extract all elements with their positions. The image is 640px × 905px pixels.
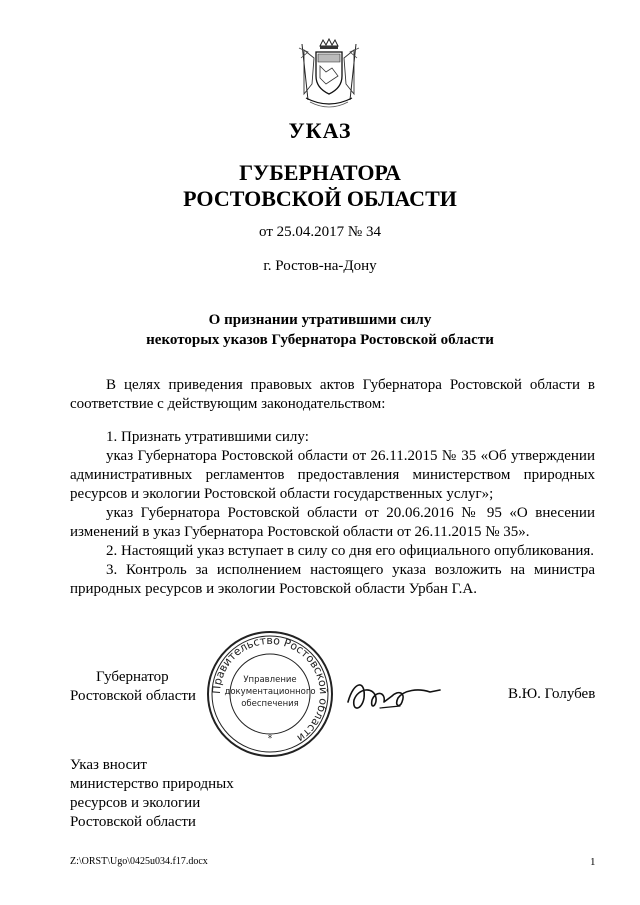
stamp-center-line-1: Управление [243, 675, 297, 685]
authority-line-1: ГУБЕРНАТОРА [239, 160, 401, 185]
coat-of-arms-emblem [296, 38, 362, 112]
signatory-position-line-2: Ростовской области [70, 688, 196, 704]
document-type-title: УКАЗ [288, 118, 352, 143]
subject-line-2: некоторых указов Губернатора Ростовской области [146, 332, 494, 348]
authority-line-2: РОСТОВСКОЙ ОБЛАСТИ [183, 186, 457, 211]
issuing-authority [0, 160, 640, 212]
submitted-by-line-1: Указ вносит [70, 757, 147, 773]
submitted-by-line-2: министерство природных [70, 776, 234, 792]
signatory-position [70, 668, 196, 706]
submitted-by-note [70, 756, 234, 832]
submitted-by-line-3: ресурсов и экологии [70, 795, 201, 811]
point-3: 3. Контроль за исполнением настоящего указа возложить на министра природных ресурсов и экологии Ростовской области Урбан Г.А. [70, 562, 595, 597]
document-subject [0, 310, 640, 350]
point-1: 1. Признать утратившими силу: [106, 429, 309, 445]
preamble [70, 376, 595, 414]
city: г. Ростов-на-Дону [263, 258, 377, 274]
signatory-position-line-1: Губернатор [96, 669, 169, 685]
stamp-center-line-3: обеспечения [241, 699, 299, 709]
subject-line-1: О признании утратившими силу [208, 312, 432, 328]
point-2: 2. Настоящий указ вступает в силу со дня его официального опубликования. [106, 543, 595, 559]
submitted-by-line-4: Ростовской области [70, 814, 196, 830]
official-stamp [202, 628, 338, 760]
page-number: 1 [590, 856, 596, 868]
decree-points [70, 428, 595, 599]
preamble-paragraph: В целях приведения правовых актов Губернатора Ростовской области в соответствие с действующим законодательством: [70, 377, 595, 412]
file-path: Z:\ORST\Ugo\0425u034.f17.docx [70, 856, 208, 867]
stamp-center-line-2: документационного [224, 687, 316, 697]
date-and-number: от 25.04.2017 № 34 [259, 224, 381, 240]
stamp-ring-text: Правительство Ростовской области [209, 633, 331, 745]
handwritten-signature [340, 672, 450, 722]
point-1-item-a: указ Губернатора Ростовской области от 26.11.2015 № 35 «Об утверждении административных регламентов предоставления министерством природных ресурсов и экологии Ростовской области государственных услуг»; [70, 448, 595, 502]
point-1-item-b: указ Губернатора Ростовской области от 20.06.2016 № 95 «О внесении изменений в указ Губернатора Ростовской области от 26.11.2015 № 35». [70, 505, 595, 540]
stamp-star: * [267, 734, 273, 744]
signatory-name: В.Ю. Голубев [508, 686, 596, 702]
